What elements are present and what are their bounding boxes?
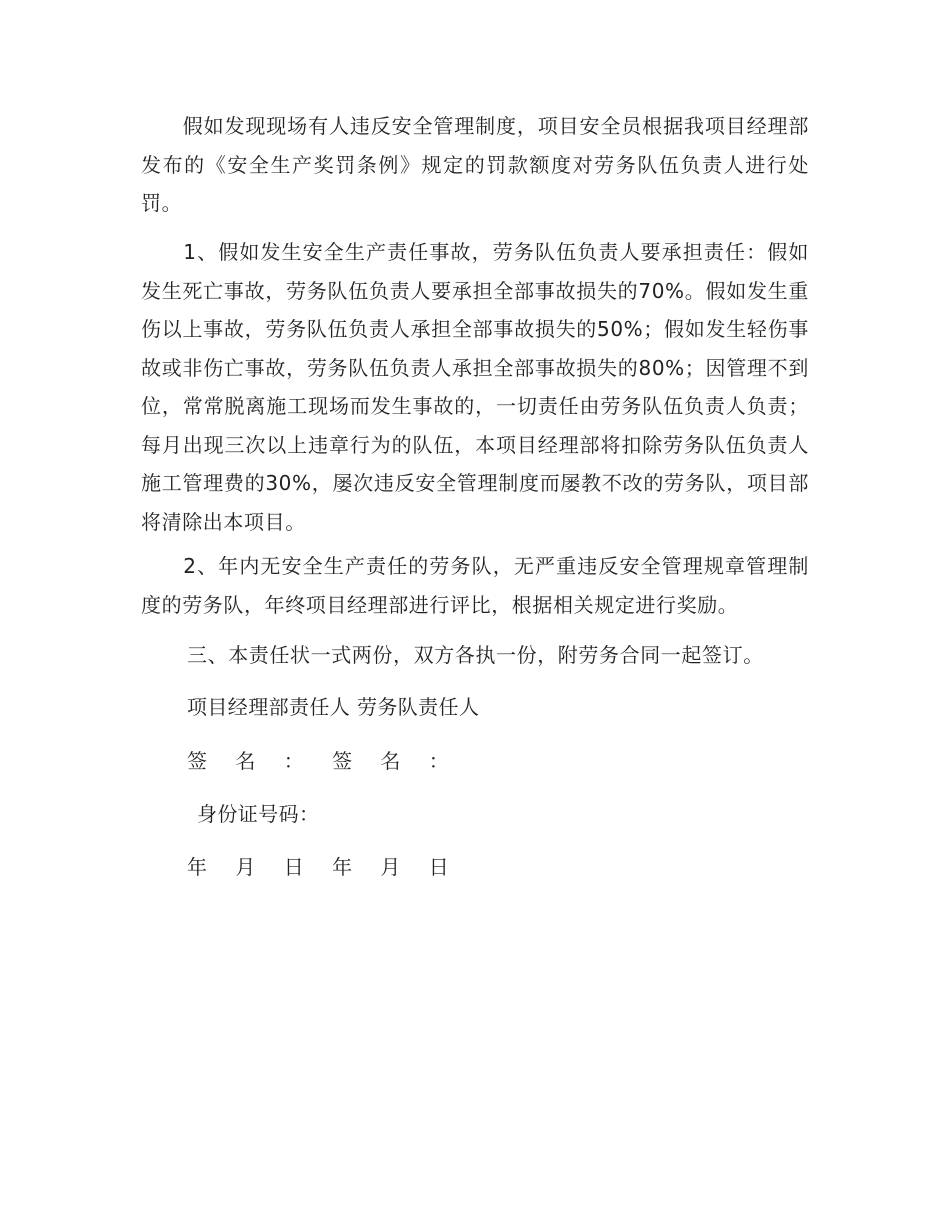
signature-sign-line: 签 名 ： 签 名 ：: [187, 749, 460, 773]
closing-clause: 三、本责任状一式两份，双方各执一份，附劳务合同一起签订。: [187, 643, 764, 667]
signature-id-line: 身份证号码：: [197, 802, 320, 826]
signature-date-line: 年 月 日 年 月 日: [187, 855, 460, 879]
signature-parties-line: 项目经理部责任人 劳务队责任人: [187, 695, 480, 719]
paragraph-clause-2: 2、年内无安全生产责任的劳务队，无严重违反安全管理规章管理制度的劳务队，年终项目经理部进行评比，根据相关规定进行奖励。: [141, 554, 809, 617]
paragraph-clause-1: 1、假如发生安全生产责任事故，劳务队伍负责人要承担责任：假如发生死亡事故，劳务队伍负责人要承担全部事故损失的70%。假如发生重伤以上事故，劳务队伍负责人承担全部事故损失的50%；假如发生轻伤事故或非伤亡事故，劳务队伍负责人承担全部事故损失的80%；因管理不到位，常常脱离施工现场而发生事故的，一切责任由劳务队伍负责人负责；每月出现三次以上违章行为的队伍，本项目经理部将扣除劳务队伍负责人施工管理费的30%，屡次违反安全管理制度而屡教不改的劳务队，项目部将清除出本项目。: [141, 240, 809, 534]
paragraph-penalty-intro: 假如发现现场有人违反安全管理制度，项目安全员根据我项目经理部发布的《安全生产奖罚条例》规定的罚款额度对劳务队伍负责人进行处罚。: [141, 114, 809, 215]
